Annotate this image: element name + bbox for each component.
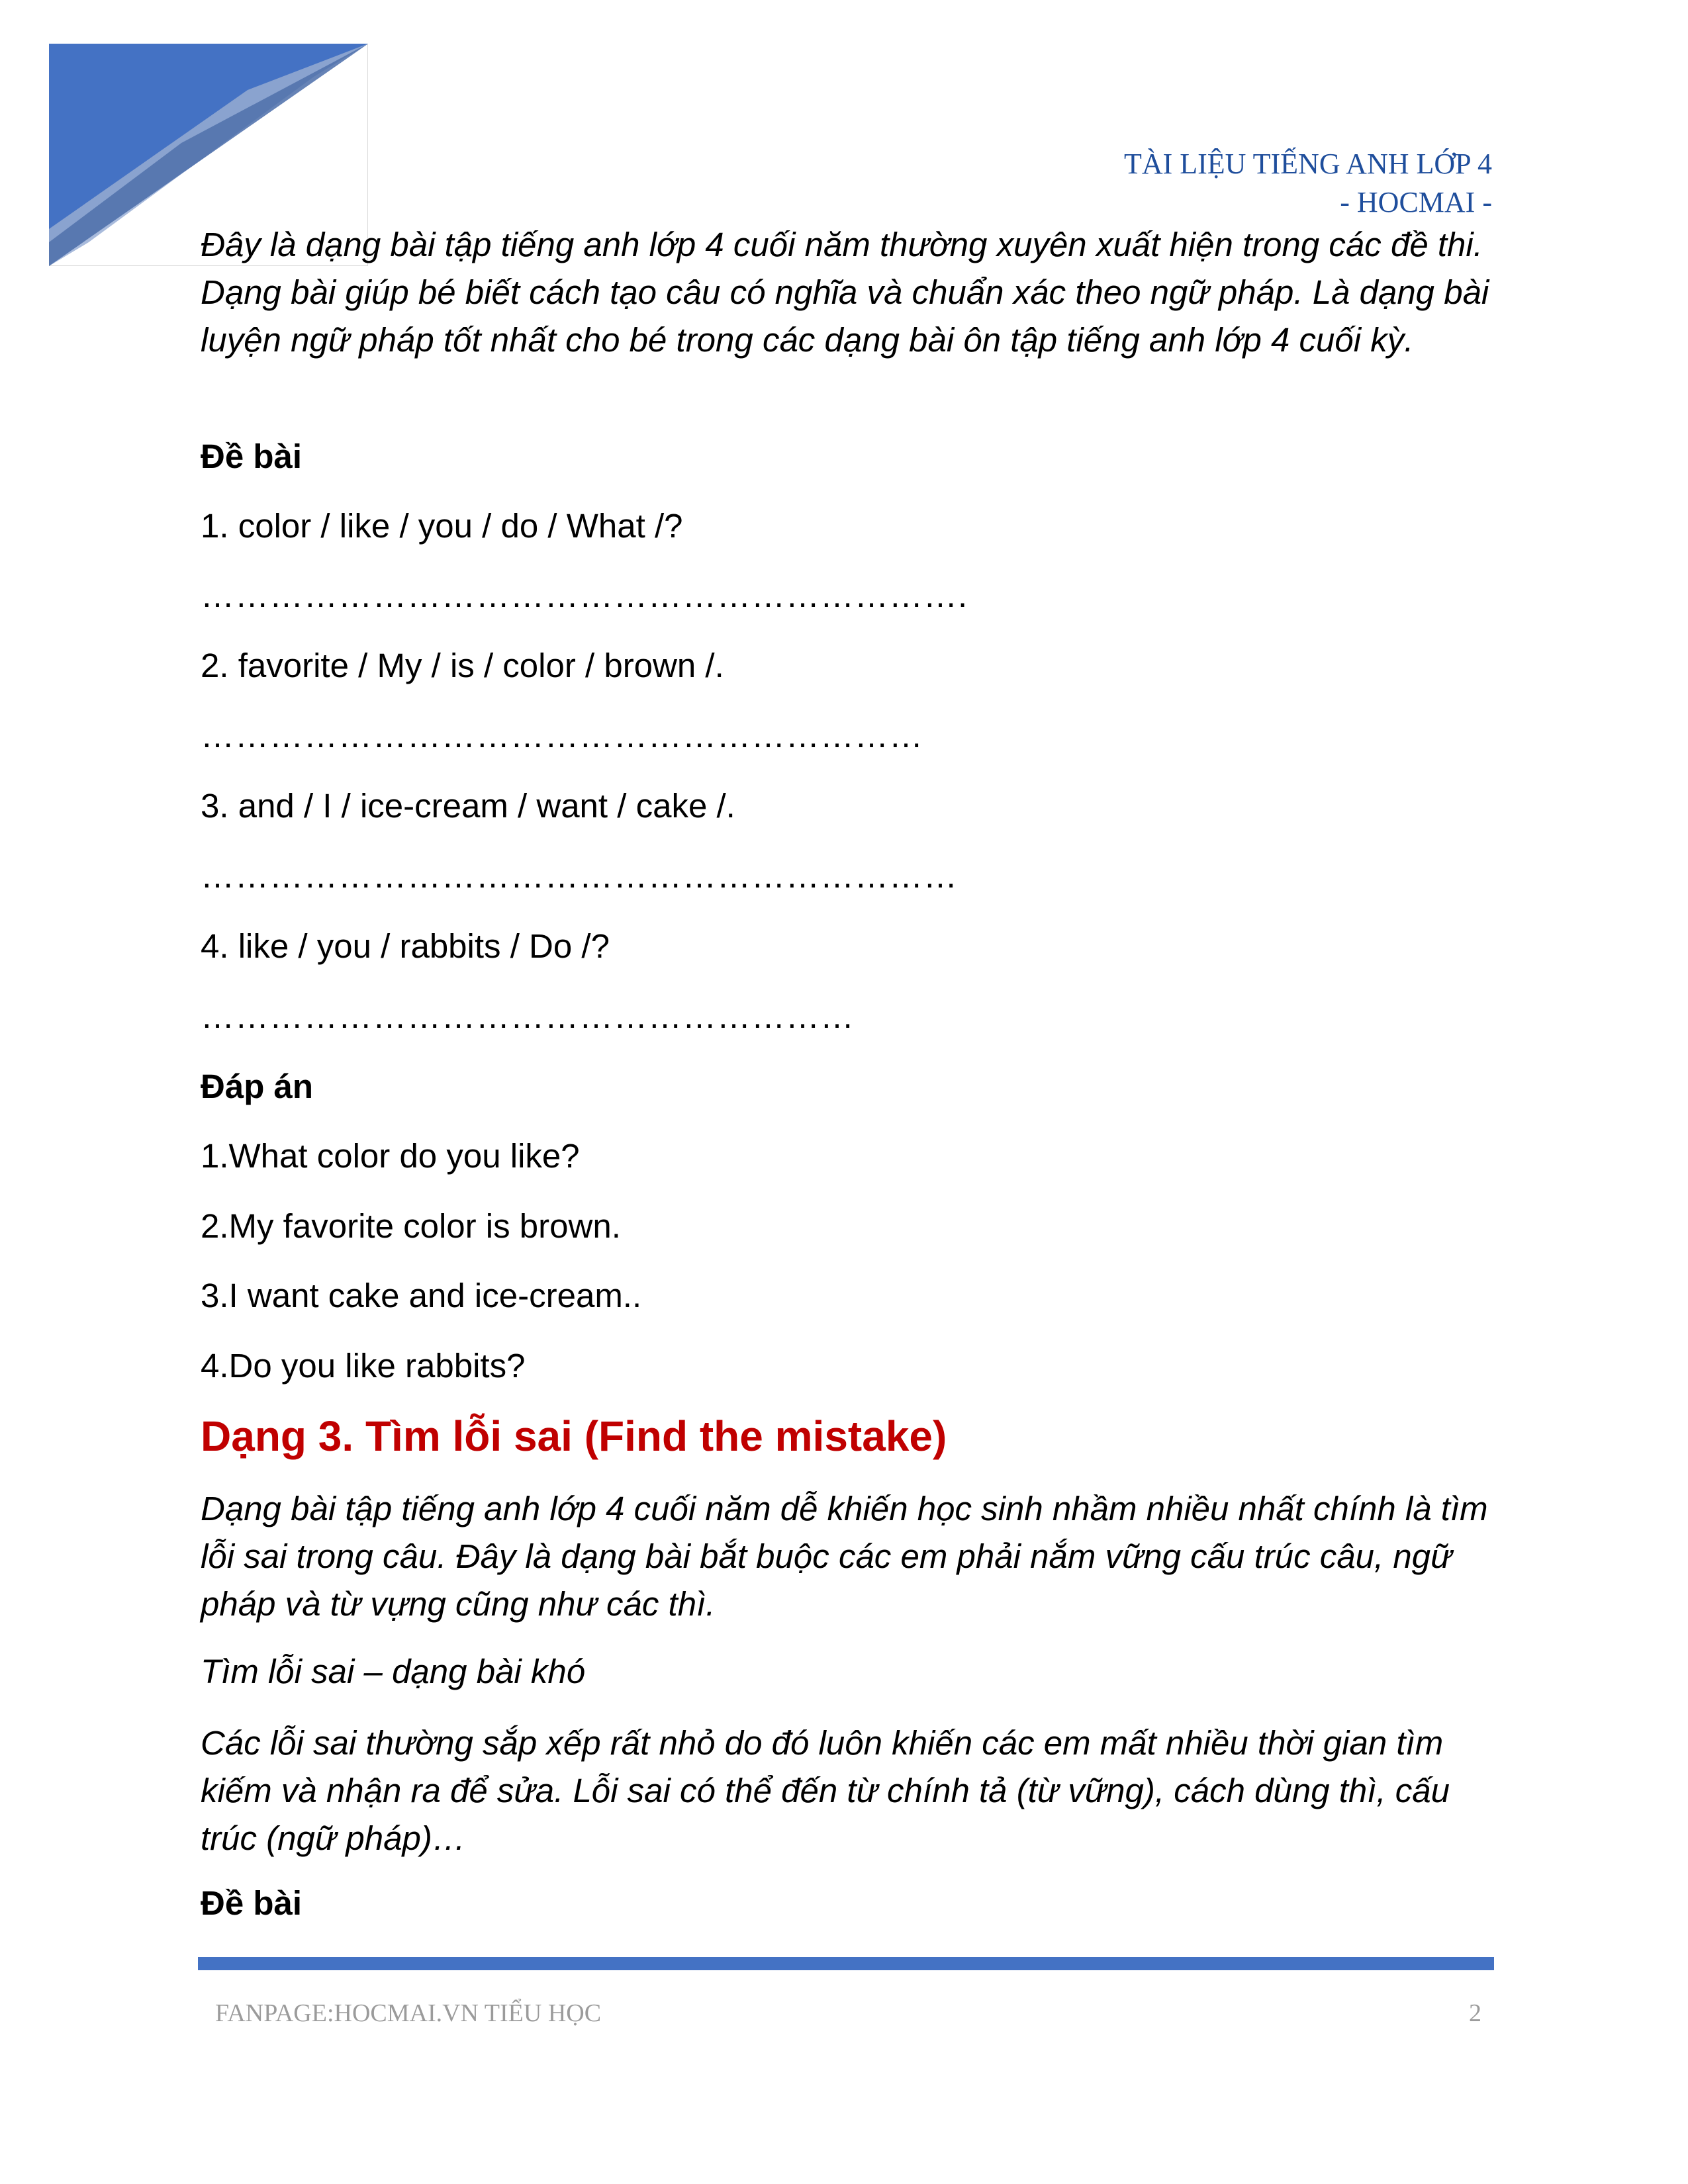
- footer-divider: [198, 1957, 1494, 1970]
- exercise-heading: Đề bài: [201, 437, 303, 475]
- section-3-exercise-heading: Đề bài: [201, 1884, 303, 1922]
- answer-blank-1: ………………………………………………………….: [201, 576, 968, 614]
- section-3-paragraph-2: Tìm lỗi sai – dạng bài khó: [201, 1653, 586, 1690]
- footer-fanpage: FANPAGE:HOCMAI.VN TIỂU HỌC: [215, 1999, 602, 2027]
- header-subtitle: - HOCMAI -: [1340, 186, 1492, 218]
- section-3-paragraph-1: Dạng bài tập tiếng anh lớp 4 cuối năm dễ khiến học sinh nhầm nhiều nhất chính là tìm lỗi sai trong câu. Đây là dạng bài bắt buộc các em phải nắm vững cấu trúc câu, ngữ pháp và từ vựng cũng như các thì.: [201, 1490, 1488, 1623]
- answer-4: 4.Do you like rabbits?: [201, 1347, 526, 1385]
- answer-2: 2.My favorite color is brown.: [201, 1207, 621, 1245]
- question-2: 2. favorite / My / is / color / brown /.: [201, 647, 724, 684]
- page-number: 2: [1469, 1999, 1481, 2027]
- header-title: TÀI LIỆU TIẾNG ANH LỚP 4: [1123, 148, 1492, 180]
- answer-3: 3.I want cake and ice-cream..: [201, 1277, 642, 1314]
- section-3-paragraph-3: Các lỗi sai thường sắp xếp rất nhỏ do đó luôn khiến các em mất nhiều thời gian tìm kiếm và nhận ra để sửa. Lỗi sai có thể đến từ chính tả (từ vững), cách dùng thì, cấu trúc (ngữ pháp)…: [201, 1724, 1450, 1857]
- section-3-title: Dạng 3. Tìm lỗi sai (Find the mistake): [201, 1412, 947, 1460]
- answer-blank-2: ………………………………………………………: [201, 717, 923, 754]
- question-4: 4. like / you / rabbits / Do /?: [201, 927, 610, 965]
- answer-1: 1.What color do you like?: [201, 1137, 580, 1175]
- answer-blank-4: …………………………………………………: [201, 997, 855, 1035]
- answer-blank-3: …………………………………………………………: [201, 857, 958, 895]
- answer-heading: Đáp án: [201, 1068, 314, 1105]
- question-1: 1. color / like / you / do / What /?: [201, 507, 683, 545]
- question-3: 3. and / I / ice-cream / want / cake /.: [201, 787, 735, 825]
- intro-paragraph: Đây là dạng bài tập tiếng anh lớp 4 cuối năm thường xuyên xuất hiện trong các đề thi. Dạng bài giúp bé biết cách tạo câu có nghĩa và chuẩn xác theo ngữ pháp. Là dạng bài luyện ngữ pháp tốt nhất cho bé trong các dạng bài ôn tập tiếng anh lớp 4 cuối kỳ.: [201, 226, 1489, 359]
